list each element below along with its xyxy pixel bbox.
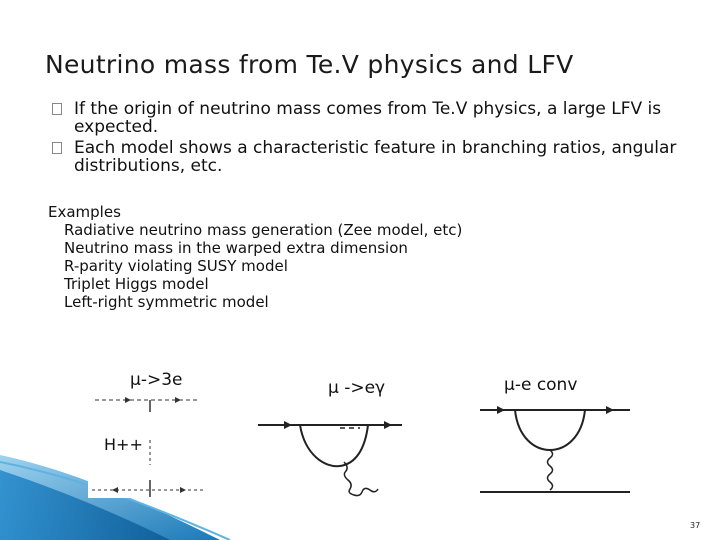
meg-diagram [258,421,402,496]
bullet-text: Each model shows a characteristic feature in branching ratios, angular distributions, etc. [74,138,677,176]
example-item: Triplet Higgs model [64,275,209,293]
examples-heading: Examples [48,203,121,221]
mue-conv-label: μ-e conv [504,375,578,395]
higgs-label: H++ [104,435,143,454]
mu3e-label: μ->3e [130,370,183,390]
page-number: 37 [690,521,701,530]
example-item: Left-right symmetric model [64,293,269,311]
meg-label: μ ->eγ [328,378,386,398]
example-item: R-parity violating SUSY model [64,257,288,275]
bullet-text: If the origin of neutrino mass comes from Te.V physics, a large LFV is expected. [74,99,662,137]
slide-title: Neutrino mass from Te.V physics and LFV [45,50,574,79]
mue-conv-diagram [480,406,630,492]
example-item: Neutrino mass in the warped extra dimension [64,239,408,257]
example-item: Radiative neutrino mass generation (Zee model, etc) [64,221,463,239]
